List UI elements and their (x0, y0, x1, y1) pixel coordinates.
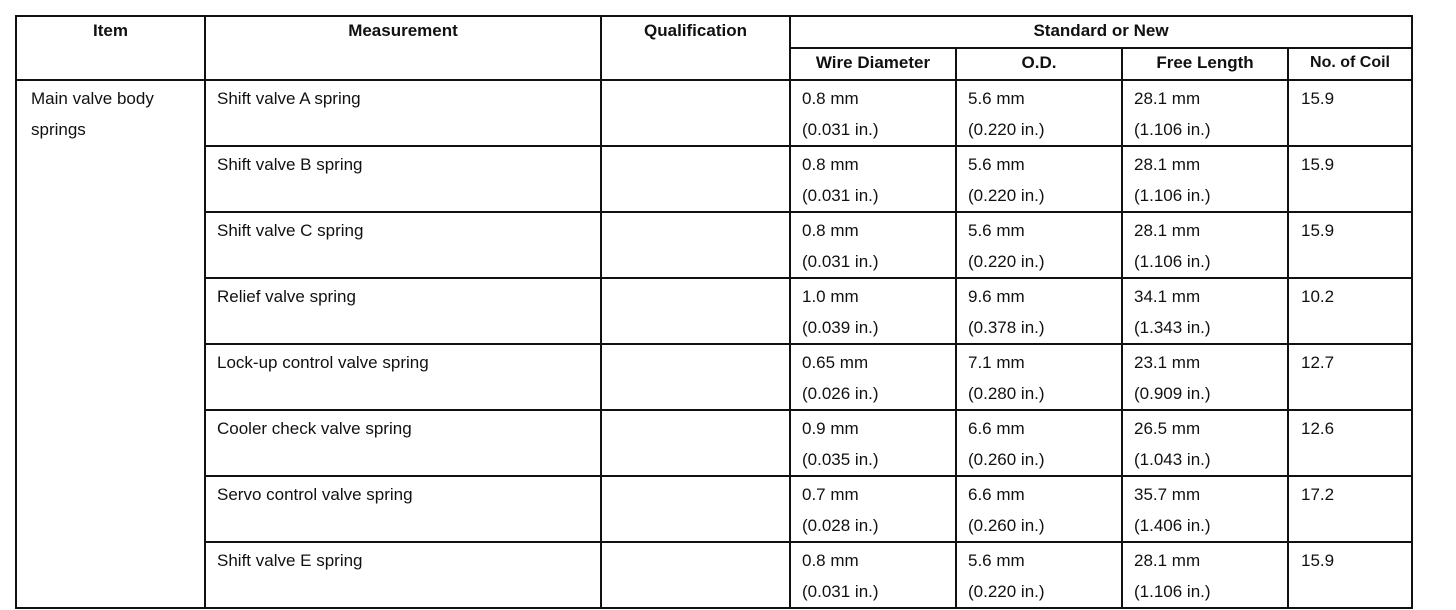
table-row (16, 212, 1412, 278)
wire-diameter-cell (790, 80, 956, 146)
od-mm: 7.1 mm (968, 353, 1025, 372)
table-body (16, 80, 1412, 608)
free-length-cell (1122, 146, 1288, 212)
header-measurement: Measurement (205, 16, 601, 80)
od-cell (956, 80, 1122, 146)
qualification-cell (601, 146, 790, 212)
table-row (16, 476, 1412, 542)
od-cell (956, 542, 1122, 608)
od-mm: 5.6 mm (968, 155, 1025, 174)
header-od: O.D. (956, 48, 1122, 80)
free-length-cell (1122, 410, 1288, 476)
wire-diameter-cell (790, 344, 956, 410)
wire-in: (0.028 in.) (802, 516, 879, 535)
wire-in: (0.031 in.) (802, 252, 879, 271)
wire-in: (0.039 in.) (802, 318, 879, 337)
od-cell (956, 212, 1122, 278)
od-in: (0.220 in.) (968, 186, 1045, 205)
od-in: (0.280 in.) (968, 384, 1045, 403)
measurement-cell (205, 212, 601, 278)
qualification-cell (601, 212, 790, 278)
table-row (16, 80, 1412, 146)
wire-mm: 1.0 mm (802, 287, 859, 306)
len-mm: 28.1 mm (1134, 155, 1201, 174)
wire-in: (0.035 in.) (802, 450, 879, 469)
free-length-cell (1122, 212, 1288, 278)
wire-mm: 0.8 mm (802, 551, 859, 570)
len-in: (1.106 in.) (1134, 120, 1211, 139)
qualification-cell (601, 344, 790, 410)
wire-in: (0.031 in.) (802, 120, 879, 139)
coil-cell: 17.2 (1288, 476, 1412, 542)
table-row (16, 542, 1412, 608)
qualification-cell (601, 476, 790, 542)
measurement-cell (205, 476, 601, 542)
free-length-cell (1122, 80, 1288, 146)
measurement-label: Relief valve spring (217, 287, 356, 306)
coil-cell: 15.9 (1288, 212, 1412, 278)
coil-cell: 12.6 (1288, 410, 1412, 476)
table-header (16, 16, 1412, 80)
wire-in: (0.031 in.) (802, 582, 879, 601)
len-in: (1.106 in.) (1134, 252, 1211, 271)
table-row (16, 344, 1412, 410)
wire-mm: 0.7 mm (802, 485, 859, 504)
wire-mm: 0.65 mm (802, 353, 869, 372)
len-mm: 34.1 mm (1134, 287, 1201, 306)
free-length-cell (1122, 278, 1288, 344)
len-mm: 26.5 mm (1134, 419, 1201, 438)
free-length-cell (1122, 476, 1288, 542)
od-cell (956, 344, 1122, 410)
wire-mm: 0.9 mm (802, 419, 859, 438)
item-label-line2: springs (31, 120, 86, 139)
len-mm: 35.7 mm (1134, 485, 1201, 504)
len-mm: 28.1 mm (1134, 89, 1201, 108)
item-cell (16, 80, 205, 608)
measurement-cell (205, 542, 601, 608)
od-in: (0.220 in.) (968, 582, 1045, 601)
od-mm: 5.6 mm (968, 551, 1025, 570)
len-mm: 28.1 mm (1134, 221, 1201, 240)
measurement-label: Cooler check valve spring (217, 419, 412, 438)
item-label-line1: Main valve body (31, 89, 154, 108)
header-wire-diameter: Wire Diameter (790, 48, 956, 80)
table-row (16, 278, 1412, 344)
len-mm: 28.1 mm (1134, 551, 1201, 570)
table-row (16, 410, 1412, 476)
measurement-label: Shift valve B spring (217, 155, 363, 174)
coil-cell: 15.9 (1288, 542, 1412, 608)
spring-spec-table (15, 15, 1413, 609)
od-in: (0.260 in.) (968, 450, 1045, 469)
len-in: (0.909 in.) (1134, 384, 1211, 403)
wire-mm: 0.8 mm (802, 89, 859, 108)
measurement-label: Shift valve E spring (217, 551, 363, 570)
od-in: (0.220 in.) (968, 252, 1045, 271)
od-mm: 5.6 mm (968, 89, 1025, 108)
od-cell (956, 278, 1122, 344)
od-cell (956, 410, 1122, 476)
od-mm: 5.6 mm (968, 221, 1025, 240)
wire-mm: 0.8 mm (802, 221, 859, 240)
wire-mm: 0.8 mm (802, 155, 859, 174)
wire-in: (0.026 in.) (802, 384, 879, 403)
header-no-of-coil: No. of Coil (1288, 48, 1412, 80)
len-in: (1.406 in.) (1134, 516, 1211, 535)
od-mm: 6.6 mm (968, 485, 1025, 504)
table-row (16, 146, 1412, 212)
coil-cell: 15.9 (1288, 80, 1412, 146)
wire-diameter-cell (790, 278, 956, 344)
measurement-cell (205, 80, 601, 146)
coil-cell: 15.9 (1288, 146, 1412, 212)
qualification-cell (601, 542, 790, 608)
od-mm: 6.6 mm (968, 419, 1025, 438)
measurement-cell (205, 278, 601, 344)
qualification-cell (601, 80, 790, 146)
len-in: (1.343 in.) (1134, 318, 1211, 337)
len-mm: 23.1 mm (1134, 353, 1201, 372)
od-in: (0.220 in.) (968, 120, 1045, 139)
wire-diameter-cell (790, 146, 956, 212)
coil-cell: 10.2 (1288, 278, 1412, 344)
qualification-cell (601, 410, 790, 476)
wire-diameter-cell (790, 212, 956, 278)
coil-cell: 12.7 (1288, 344, 1412, 410)
header-item: Item (16, 16, 205, 80)
qualification-cell (601, 278, 790, 344)
measurement-cell (205, 344, 601, 410)
free-length-cell (1122, 344, 1288, 410)
od-mm: 9.6 mm (968, 287, 1025, 306)
header-qualification: Qualification (601, 16, 790, 80)
wire-diameter-cell (790, 410, 956, 476)
measurement-cell (205, 146, 601, 212)
measurement-label: Lock-up control valve spring (217, 353, 429, 372)
len-in: (1.043 in.) (1134, 450, 1211, 469)
header-standard-or-new: Standard or New (790, 16, 1412, 48)
header-free-length: Free Length (1122, 48, 1288, 80)
measurement-label: Shift valve A spring (217, 89, 361, 108)
wire-diameter-cell (790, 476, 956, 542)
measurement-cell (205, 410, 601, 476)
wire-in: (0.031 in.) (802, 186, 879, 205)
measurement-label: Shift valve C spring (217, 221, 364, 240)
wire-diameter-cell (790, 542, 956, 608)
od-cell (956, 146, 1122, 212)
od-cell (956, 476, 1122, 542)
od-in: (0.260 in.) (968, 516, 1045, 535)
len-in: (1.106 in.) (1134, 186, 1211, 205)
len-in: (1.106 in.) (1134, 582, 1211, 601)
measurement-label: Servo control valve spring (217, 485, 413, 504)
od-in: (0.378 in.) (968, 318, 1045, 337)
free-length-cell (1122, 542, 1288, 608)
